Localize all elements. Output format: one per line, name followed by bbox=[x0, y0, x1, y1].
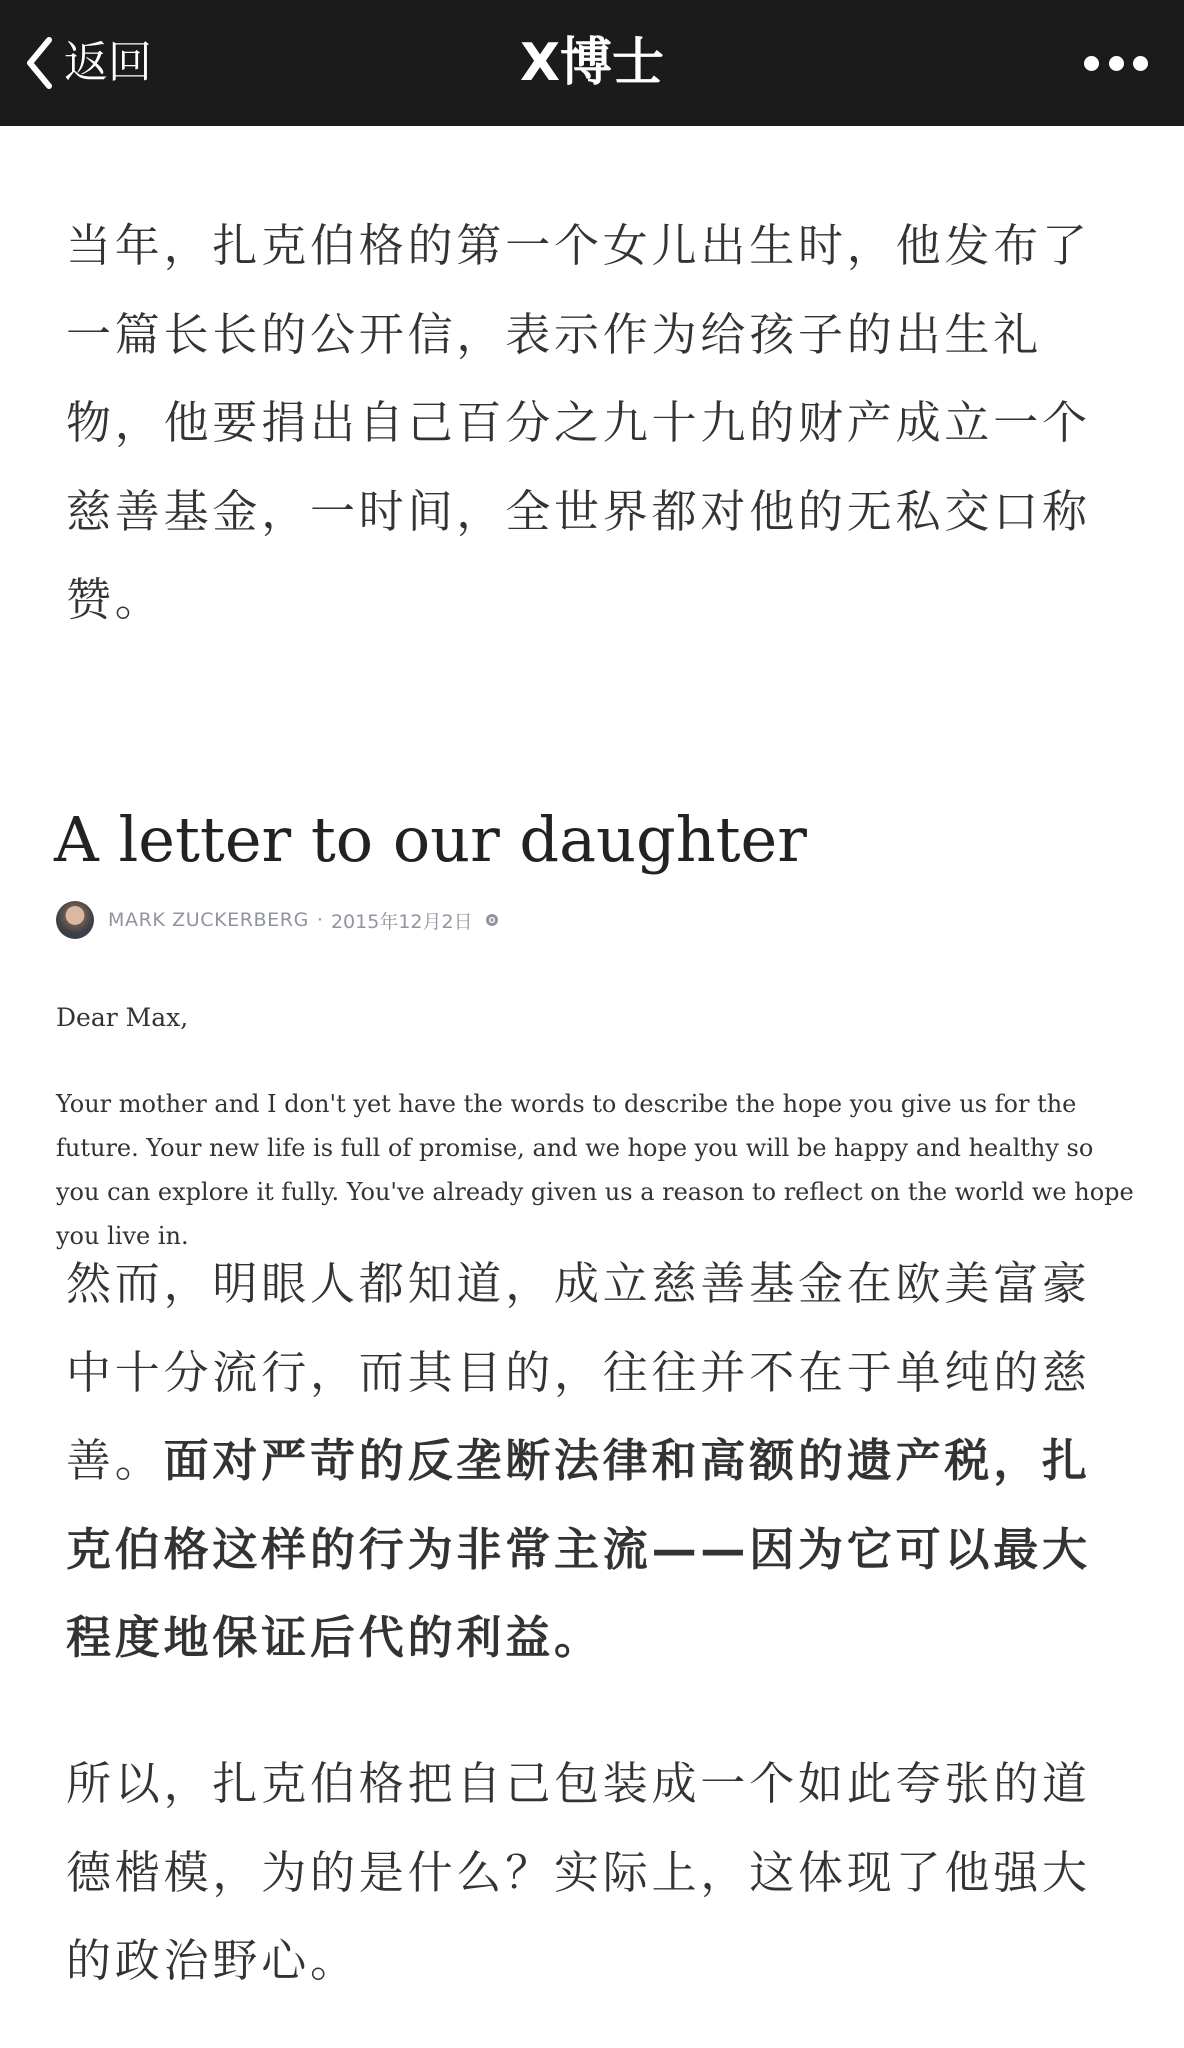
paragraph-intro: 当年，扎克伯格的第一个女儿出生时，他发布了一篇长长的公开信，表示作为给孩子的出生礼物，他要捐出自己百分之九十九的财产成立一个慈善基金，一时间，全世界都对他的无私交口称赞。 bbox=[66, 219, 1091, 626]
paragraph-analysis-bold: 面对严苛的反垄断法律和高额的遗产税，扎克伯格这样的行为非常主流——因为它可以最大程度地保证后代的利益。 bbox=[66, 1434, 1091, 1664]
byline-separator: · bbox=[316, 909, 323, 931]
paragraph-analysis-normal: 然而，明眼人都知道，成立慈善基金在欧美富豪中十分流行，而其目的，往往并不在于单纯的慈善。 bbox=[66, 1257, 1091, 1487]
back-label: 返回 bbox=[64, 37, 152, 88]
globe-icon bbox=[485, 913, 499, 927]
more-button[interactable] bbox=[1084, 50, 1148, 76]
letter-byline bbox=[56, 900, 499, 940]
more-dots-icon bbox=[1133, 56, 1148, 71]
avatar bbox=[56, 901, 94, 939]
article-content bbox=[0, 126, 1184, 2048]
nav-title: X博士 bbox=[519, 33, 665, 93]
paragraph-conclusion: 所以，扎克伯格把自己包装成一个如此夸张的道德楷模，为的是什么？实际上，这体现了他强大的政治野心。 bbox=[66, 1757, 1091, 1987]
post-date: 2015年12月2日 bbox=[330, 910, 473, 933]
more-dots-icon bbox=[1109, 56, 1124, 71]
letter-body: Your mother and I don't yet have the words to describe the hope you give us for the future. Your new life is full of promise, and we hope you will be happy and healthy so you can explore it fully. You've already given us a reason to reflect on the world we hope you live in. bbox=[56, 1090, 1134, 1250]
letter-screenshot bbox=[0, 666, 1184, 1266]
letter-salutation: Dear Max, bbox=[56, 1003, 189, 1032]
letter-title: A letter to our daughter bbox=[54, 803, 807, 876]
paragraph-analysis bbox=[66, 1240, 1126, 1683]
more-dots-icon bbox=[1084, 56, 1099, 71]
author-name: MARK ZUCKERBERG bbox=[108, 909, 309, 931]
nav-bar bbox=[0, 0, 1184, 126]
